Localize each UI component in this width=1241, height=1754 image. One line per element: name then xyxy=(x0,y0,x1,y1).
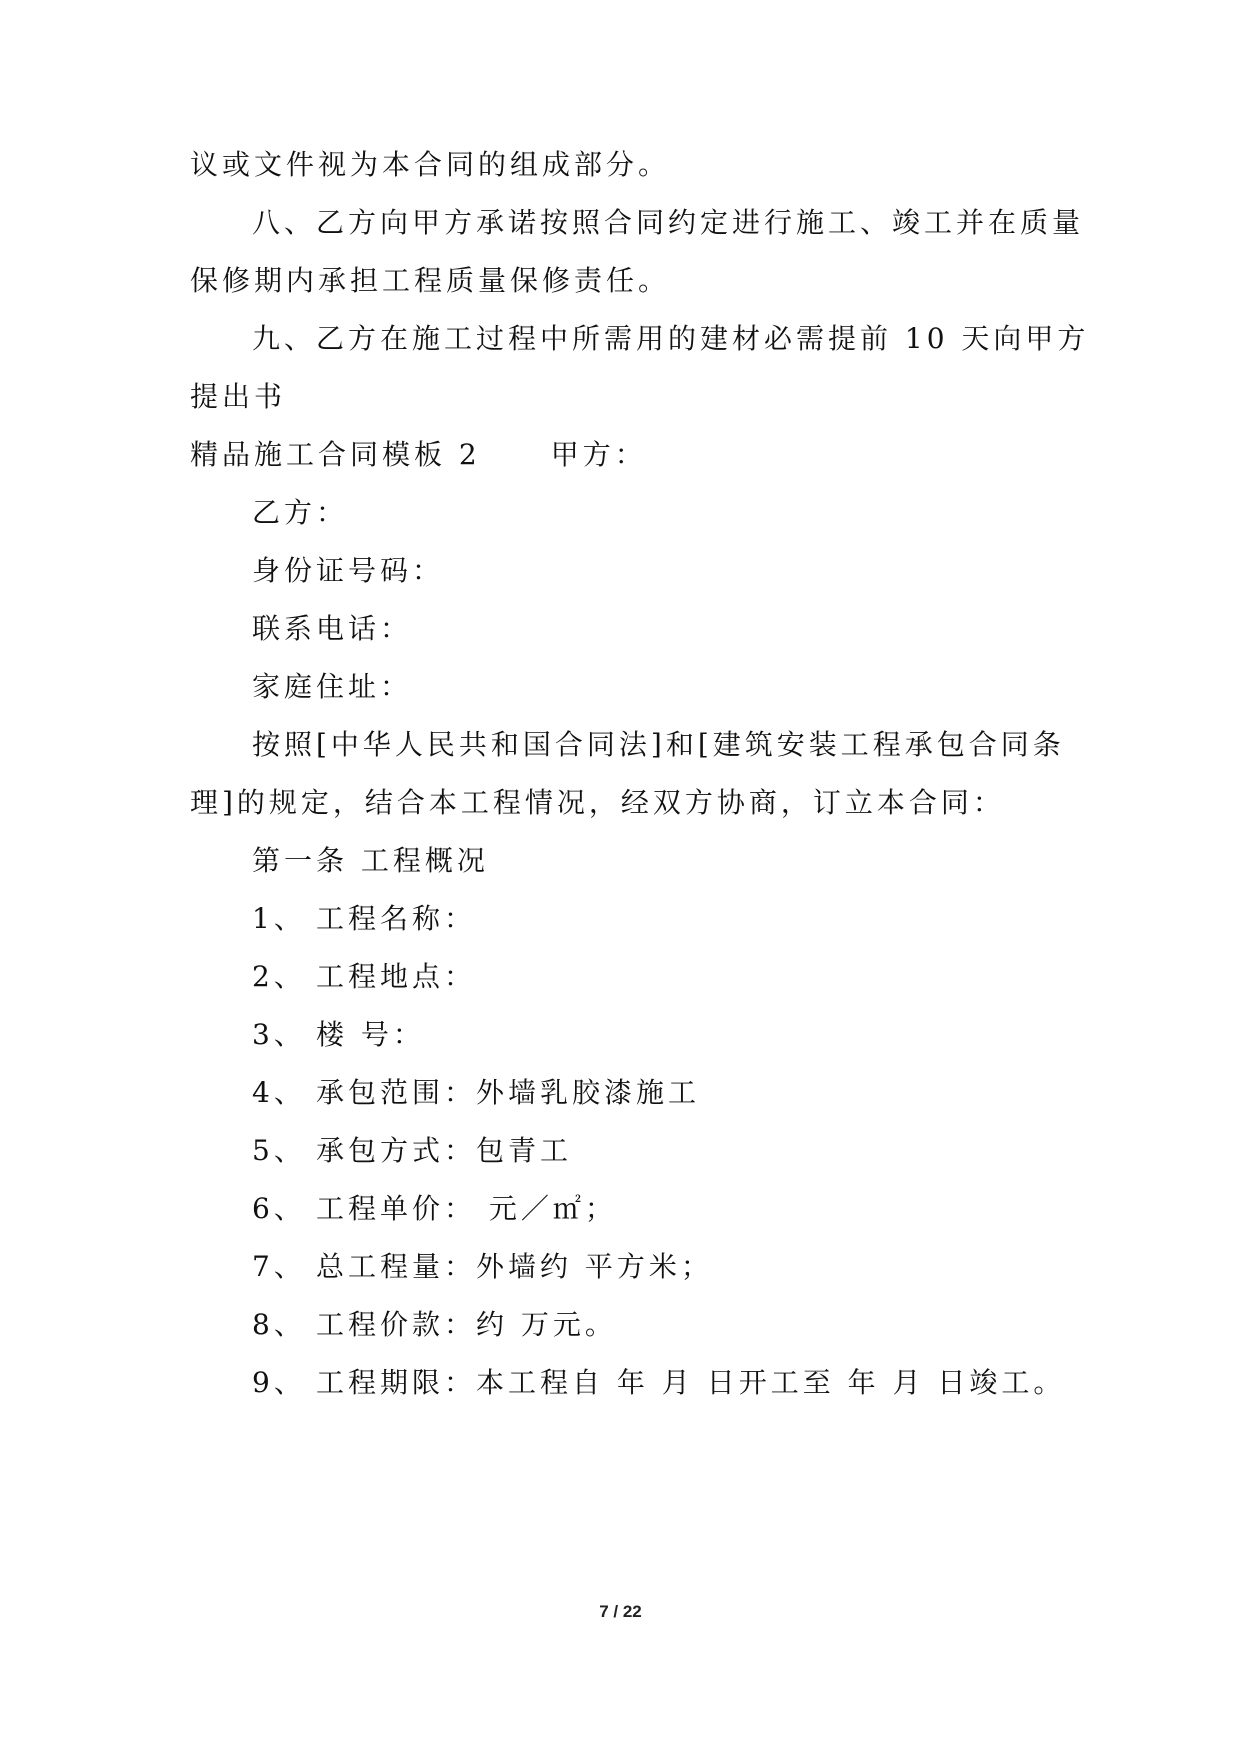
article-heading: 第一条 工程概况 xyxy=(252,844,489,877)
item-number: 7、 xyxy=(252,1250,306,1283)
item-number: 9、 xyxy=(252,1366,306,1399)
paragraph-line: 保修期内承担工程质量保修责任。 xyxy=(190,264,671,297)
list-item xyxy=(252,1363,1065,1403)
list-item xyxy=(252,957,476,997)
item-number: 1、 xyxy=(252,902,306,935)
list-item xyxy=(252,1015,425,1055)
item-text: 工程期限：本工程自 年 月 日开工至 年 月 日竣工。 xyxy=(316,1366,1066,1399)
paragraph-line: 八、乙方向甲方承诺按照合同约定进行施工、竣工并在质量 xyxy=(252,206,1085,239)
list-item xyxy=(252,899,476,939)
item-text: 工程价款：约 万元。 xyxy=(316,1308,617,1341)
page-number: 7 / 22 xyxy=(599,1602,642,1621)
item-text: 承包范围：外墙乳胶漆施工 xyxy=(316,1076,701,1109)
phone-label: 联系电话： xyxy=(252,612,413,645)
list-item xyxy=(252,1305,617,1345)
list-item xyxy=(252,1131,572,1171)
item-text: 工程单价： 元／㎡； xyxy=(316,1192,617,1225)
item-number: 4、 xyxy=(252,1076,306,1109)
paragraph-line: 提出书 xyxy=(190,380,287,413)
address-label: 家庭住址： xyxy=(252,670,413,703)
id-number-label: 身份证号码： xyxy=(252,554,445,587)
section-heading xyxy=(190,435,647,475)
item-number: 5、 xyxy=(252,1134,306,1167)
item-number: 2、 xyxy=(252,960,306,993)
list-item xyxy=(252,1073,700,1113)
item-text: 总工程量：外墙约 平方米； xyxy=(316,1250,713,1283)
item-text: 工程名称： xyxy=(316,902,477,935)
item-text: 楼 号： xyxy=(316,1018,425,1051)
item-text: 承包方式：包青工 xyxy=(316,1134,573,1167)
paragraph-line: 理]的规定，结合本工程情况，经双方协商，订立本合同： xyxy=(190,786,1005,819)
paragraph-line: 按照[中华人民共和国合同法]和[建筑安装工程承包合同条 xyxy=(252,728,1065,761)
party-b-label: 乙方： xyxy=(252,496,349,529)
party-a-label: 甲方： xyxy=(550,438,647,471)
paragraph-line: 九、乙方在施工过程中所需用的建材必需提前 10 天向甲方 xyxy=(252,322,1090,355)
item-text: 工程地点： xyxy=(316,960,477,993)
item-number: 6、 xyxy=(252,1192,306,1225)
paragraph-line: 议或文件视为本合同的组成部分。 xyxy=(190,148,671,181)
list-item xyxy=(252,1247,713,1287)
section-title: 精品施工合同模板 2 xyxy=(190,438,481,471)
list-item xyxy=(252,1189,617,1229)
item-number: 8、 xyxy=(252,1308,306,1341)
item-number: 3、 xyxy=(252,1018,306,1051)
